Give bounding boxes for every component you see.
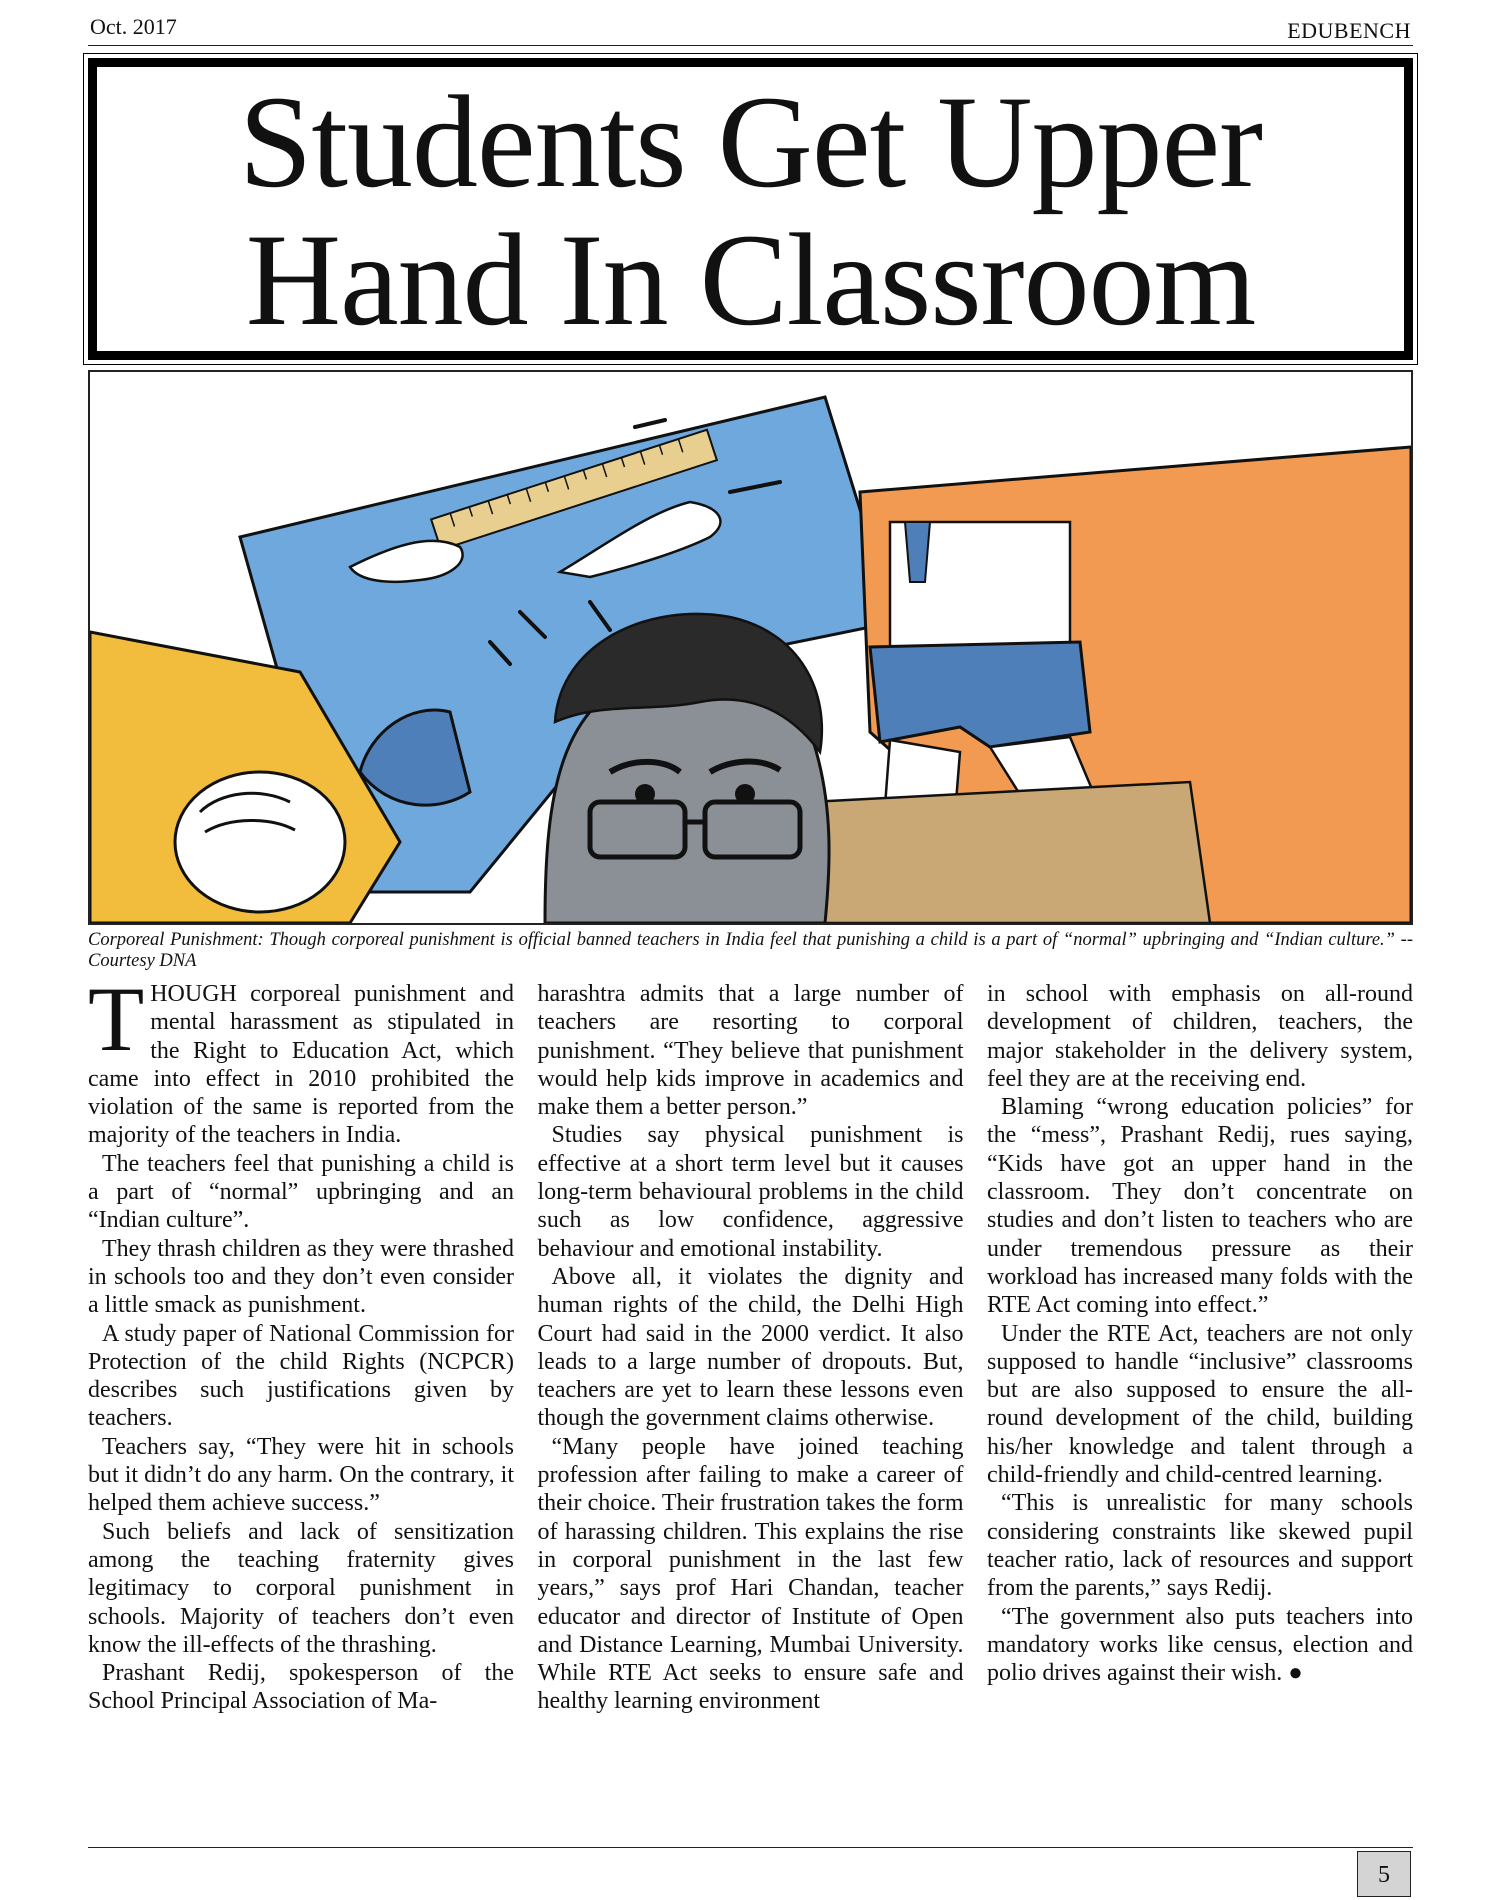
- issue-date: Oct. 2017: [90, 14, 177, 39]
- student-tie: [905, 522, 930, 582]
- paragraph: in school with emphasis on all-round development of children, teachers, the major stakeholder in the delivery system, feel they are at the receiving end.: [987, 981, 1413, 1092]
- publication-name: EDUBENCH: [1287, 18, 1411, 43]
- article-column-3: [987, 980, 1413, 1820]
- teacher-with-ruler-cartoon: [90, 372, 1411, 923]
- paragraph: Studies say physical punishment is effective at a short term level but it causes long-term behavioural problems in the child such as low confidence, aggressive behaviour and emotional instability.: [537, 1122, 964, 1262]
- paragraph: “This is unrealistic for many schools considering constraints like skewed pupil teacher ratio, lack of resources and support from the parents,” says Redij.: [987, 1490, 1413, 1602]
- headline-line-2: Hand In Classroom: [245, 206, 1256, 353]
- article-column-2: [538, 980, 964, 1820]
- article-body: [88, 968, 1413, 1820]
- desk: [790, 782, 1210, 923]
- teacher: [545, 614, 829, 923]
- bottom-rule: [88, 1847, 1413, 1848]
- drop-cap: T: [88, 968, 145, 1070]
- paragraph: Prashant Redij, spokesperson of the School Principal Association of Ma-: [88, 1660, 514, 1715]
- top-rule: [88, 14, 1413, 46]
- headline-frame: [88, 58, 1413, 360]
- paragraph: Blaming “wrong education policies” for the “mess”, Prashant Redij, rues saying, “Kids have got an upper hand in the classroom. They don’t concentrate on studies and don’t listen to teachers who are under tremendous pressure as their workload has increased many folds with the RTE Act coming into effect.”: [987, 1094, 1413, 1319]
- paragraph: “The government also puts teachers into mandatory works like census, election and polio drives against their wish. ●: [987, 1603, 1413, 1687]
- paragraph-text: HOUGH corporeal punishment and mental harassment as stipulated in the Right to Education Act, which came into effect in 2010 prohibited the violation of the same is reported from the majority of the teachers in India.: [88, 981, 514, 1149]
- student-shorts: [870, 642, 1090, 747]
- paragraph: Under the RTE Act, teachers are not only supposed to handle “inclusive” classrooms but are also supposed to ensure the all-round development of the child, building his/her knowledge and talent through a child-friendly and child-centred learning.: [987, 1320, 1413, 1489]
- paragraph: Above all, it violates the dignity and human rights of the child, the Delhi High Court had said in the 2000 verdict. It also leads to a large number of dropouts. But, teachers are yet to learn these lessons even though the government claims otherwise.: [537, 1263, 964, 1432]
- paragraph: Such beliefs and lack of sensitization among the teaching fraternity gives legitimacy to corporal punishment in schools. Majority of teachers don’t even know the ill-effects of the thrashing.: [88, 1518, 514, 1658]
- article-illustration: [88, 370, 1413, 925]
- headline: [97, 68, 1404, 353]
- page-number: 5: [1357, 1851, 1411, 1897]
- figure-caption: Corporeal Punishment: Though corporeal punishment is official banned teachers in India feel that punishing a child is a part of “normal” upbringing and “Indian culture.” -- Courtesy DNA: [88, 930, 1413, 971]
- paragraph: harashtra admits that a large number of teachers are resorting to corporal punishment. “They believe that punishment would help kids improve in academics and make them a better person.”: [537, 981, 964, 1121]
- paragraph: A study paper of National Commission for Protection of the child Rights (NCPCR) describes such justifications given by teachers.: [88, 1320, 514, 1432]
- headline-line-1: Students Get Upper: [238, 68, 1263, 215]
- paragraph: Teachers say, “They were hit in schools but it didn’t do any harm. On the contrary, it helped them achieve success.”: [88, 1433, 514, 1517]
- article-column-1: [88, 968, 514, 1820]
- paragraph: [88, 968, 514, 1150]
- paragraph: “Many people have joined teaching profession after failing to make a career of their choice. Their frustration takes the form of harassing children. This explains the rise in corporal punishment in the last few years,” says prof Hari Chandan, teacher educator and director of Institute of Open and Distance Learning, Mumbai University. While RTE Act seeks to ensure safe and healthy learning environment: [537, 1433, 964, 1715]
- paragraph: The teachers feel that punishing a child is a part of “normal” upbringing and an “Indian culture”.: [88, 1150, 514, 1234]
- paragraph: They thrash children as they were thrashed in schools too and they don’t even consider a little smack as punishment.: [88, 1235, 514, 1319]
